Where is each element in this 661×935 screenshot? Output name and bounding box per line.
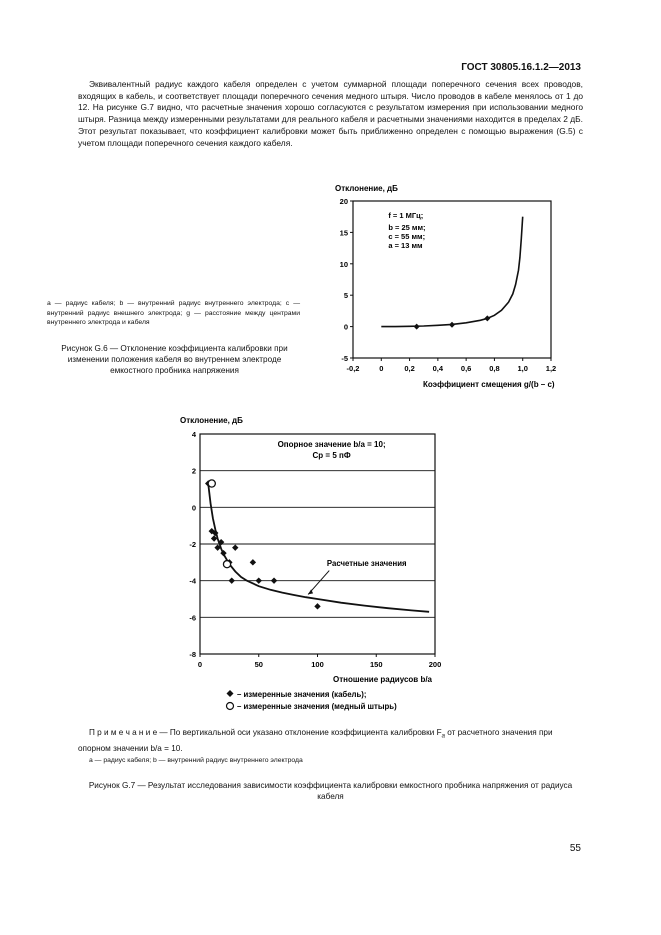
g6-xtick-label: 0,4 (432, 364, 444, 373)
g6-ytick-label: 0 (343, 322, 348, 332)
g7-legend-cable: – измеренные значения (кабель); (237, 690, 367, 699)
figure-g7-caption: Рисунок G.7 — Результат исследования зависимости коэффициента калибровки емкостного пробника напряжения от радиуса кабеля (88, 781, 573, 801)
g7-plot-area (189, 430, 441, 669)
g6-ytick-label: 5 (343, 291, 348, 301)
g6-ytick-label: -5 (341, 354, 348, 363)
g6-annotation: f = 1 МГц; (388, 211, 424, 220)
figure-g6-chart (325, 180, 590, 398)
g6-frame (353, 201, 551, 358)
figure-g6-caption: Рисунок G.6 — Отклонение коэффициента калибровки при изменении положения кабеля во внутреннем электроде емкостного пробника напряжения (61, 344, 288, 375)
g7-legend-copper-pin: – измеренные значения (медный штырь) (237, 702, 397, 711)
page-number: 55 (569, 843, 581, 854)
g7-cable-point (250, 559, 256, 565)
g7-ytick-label: -8 (189, 650, 196, 659)
g7-xtick-label: 0 (197, 660, 203, 669)
g6-annotation: b = 25 мм; (388, 223, 426, 232)
g7-ytick-label: -6 (189, 613, 196, 623)
figure-g7-legend: a — радиус кабеля; b — внутренний радиус внутреннего электрода (89, 757, 303, 764)
g7-xtick-label: 50 (254, 660, 263, 669)
note-text: — По вертикальной оси указано отклонение коэффициента калибровки F (157, 728, 442, 737)
figure-g7-chart (170, 412, 470, 722)
g7-cable-point (271, 577, 277, 583)
g7-ytick-label: 2 (191, 466, 196, 476)
g6-ytick-label: 10 (339, 259, 348, 269)
g7-subtitle: Cp = 5 пФ (312, 451, 351, 460)
g7-ytick-label: 0 (191, 503, 196, 513)
g7-copper-point (223, 561, 230, 568)
g7-annotation: Расчетные значения (326, 559, 407, 568)
g7-xtick-label: 100 (311, 660, 324, 669)
g6-data-point (484, 315, 490, 321)
g6-xtick-label: -0,2 (346, 364, 360, 373)
g7-ytick-label: -4 (189, 576, 196, 586)
g6-plot-area (340, 197, 557, 373)
g6-ytick-label: 15 (339, 228, 348, 238)
g6-y-axis-label: Отклонение, дБ (335, 184, 398, 193)
g6-data-point (449, 322, 455, 328)
note-label: П р и м е ч а н и е (89, 728, 158, 737)
g7-cable-point (229, 577, 235, 583)
g6-xtick-label: 0 (379, 364, 384, 373)
g6-data-point (414, 324, 420, 330)
g7-x-axis-label: Отношение радиусов b/a (332, 675, 432, 684)
g7-title: Опорное значение b/a = 10; (277, 440, 386, 449)
g6-xtick-label: 1,0 (517, 364, 528, 373)
intro-paragraph: Эквивалентный радиус каждого кабеля определен с учетом суммарной площади поперечного сечения всех проводов, входящих в кабель, и соответствует площади поперечного сечения медного штыря. Число проводов в кабеле менялось от 1 до 12. На рисунке G.7 видно, что расчетные значения хорошо согласуются с результатом измерения при использовании медного штыря. Разница между измеренными результатами для реального кабеля и расчетными значениями находится в пределах 2 дБ. Этот результат показывает, что коэффициент калибровки может быть приближенно определен с помощью выражения (G.5) с учетом площади поперечного сечения каждого кабеля. (78, 79, 583, 148)
g7-y-axis-label: Отклонение, дБ (180, 416, 243, 425)
g7-cable-point (314, 603, 320, 609)
g7-xtick-label: 150 (369, 660, 383, 669)
g7-legend (227, 690, 398, 711)
g7-ytick-label: -2 (189, 540, 196, 549)
g6-x-axis-label: Коэффициент смещения g/(b – c) (423, 380, 555, 389)
note-text-2: от расчетного значения при опорном значении b/a = 10. (78, 728, 553, 753)
legend-circle-marker (227, 703, 234, 710)
g7-series-line (208, 484, 429, 612)
g7-copper-point (208, 480, 215, 487)
g6-xtick-label: 0,6 (460, 364, 472, 373)
g6-xtick-label: 0,2 (404, 364, 415, 373)
figure-g7-note (78, 727, 583, 754)
g6-annotation: c = 55 мм; (388, 232, 426, 241)
document-header: ГОСТ 30805.16.1.2—2013 (461, 62, 581, 73)
g7-cable-point (256, 577, 262, 583)
g6-ytick-label: 20 (339, 197, 348, 206)
g7-cable-point (232, 544, 238, 550)
g6-annotation: a = 13 мм (388, 241, 423, 250)
g7-ytick-label: 4 (191, 430, 196, 439)
figure-g6-legend: a — радиус кабеля; b — внутренний радиус внутреннего электрода; c — внутренний радиус внешнего электрода; g — расстояние между центрами внутреннего электрода и кабеля (47, 300, 300, 327)
g7-xtick-label: 200 (428, 660, 442, 669)
legend-diamond-marker (227, 690, 234, 697)
g6-xtick-label: 0,8 (489, 364, 500, 373)
note-subscript: a (441, 733, 445, 740)
g6-xtick-label: 1,2 (545, 364, 557, 373)
